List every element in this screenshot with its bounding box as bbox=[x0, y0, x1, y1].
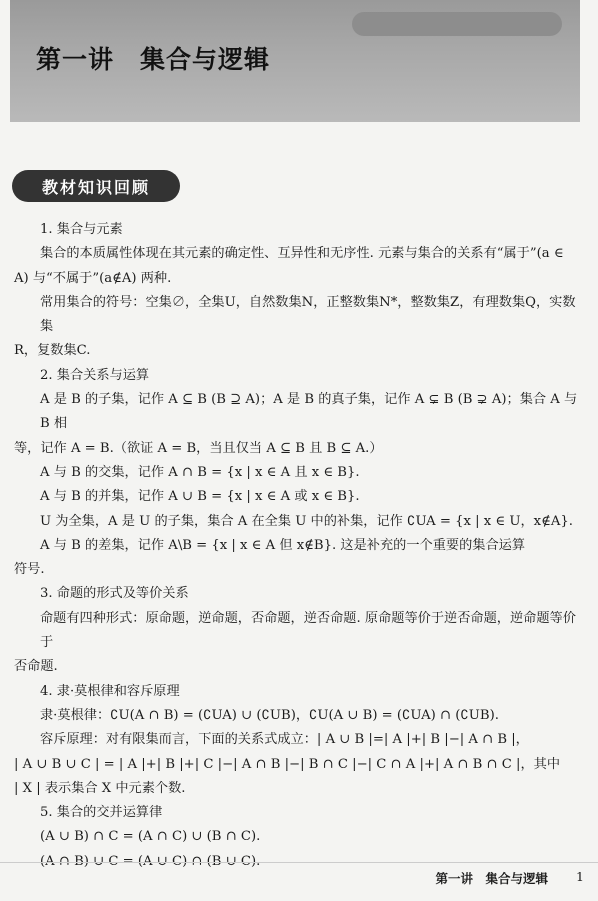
text-line: 常用集合的符号：空集∅，全集U，自然数集N，正整数集N*，整数集Z，有理数集Q，实数集 bbox=[40, 294, 576, 335]
text-line: 1. 集合与元素 bbox=[40, 222, 123, 237]
header-tag bbox=[352, 12, 562, 36]
text-line: A 是 B 的子集，记作 A ⊆ B (B ⊇ A)；A 是 B 的真子集，记作 A ⊊ B (B ⊋ A)；集合 A 与 B 相 bbox=[40, 392, 578, 432]
page-footer bbox=[0, 862, 598, 891]
text-line: 等，记作 A = B.（欲证 A = B，当且仅当 A ⊆ B 且 B ⊆ A.） bbox=[14, 440, 383, 456]
text-line: | X | 表示集合 X 中元素个数. bbox=[14, 780, 186, 796]
footer-title: 第一讲 集合与逻辑 bbox=[435, 871, 548, 886]
page-number: 1 bbox=[576, 869, 584, 884]
chapter-title: 第一讲 集合与逻辑 bbox=[36, 45, 271, 74]
text-line: U 为全集，A 是 U 的子集，集合 A 在全集 U 中的补集，记作 ∁UA = {x | x ∈ U，x∉A}. bbox=[40, 513, 573, 529]
text-line: 容斥原理：对有限集而言，下面的关系式成立：| A ∪ B |=| A |+| B |−| A ∩ B |， bbox=[40, 732, 529, 748]
body-text bbox=[14, 218, 580, 874]
text-line: 否命题. bbox=[14, 659, 58, 675]
text-line: 2. 集合关系与运算 bbox=[40, 367, 150, 383]
section-badge bbox=[12, 170, 180, 202]
text-line: A 与 B 的交集，记作 A ∩ B = {x | x ∈ A 且 x ∈ B}. bbox=[40, 464, 360, 480]
text-line: 符号. bbox=[14, 562, 45, 578]
text-line: A) 与“不属于”(a∉A) 两种. bbox=[14, 270, 172, 286]
text-line: 3. 命题的形式及等价关系 bbox=[40, 586, 189, 602]
text-line: | A ∪ B ∪ C | = | A |+| B |+| C |−| A ∩ B |−| B ∩ C |−| C ∩ A |+| A ∩ B ∩ C |，其中 bbox=[14, 756, 561, 772]
text-line: 集合的本质属性体现在其元素的确定性、互异性和无序性. 元素与集合的关系有“属于”(a ∈ bbox=[40, 246, 564, 262]
text-line: 5. 集合的交并运算律 bbox=[40, 805, 163, 821]
text-line: (A ∩ B) ∪ C = (A ∪ C) ∩ (B ∪ C). bbox=[40, 853, 261, 869]
text-line: A 与 B 的差集，记作 A\B = {x | x ∈ A 但 x∉B}. 这是补充的一个重要的集合运算 bbox=[40, 537, 526, 553]
section-title: 教材知识回顾 bbox=[41, 177, 150, 197]
text-line: A 与 B 的并集，记作 A ∪ B = {x | x ∈ A 或 x ∈ B}. bbox=[40, 489, 360, 505]
text-line: R，复数集C. bbox=[14, 343, 91, 359]
text-line: 4. 隶·莫根律和容斥原理 bbox=[40, 683, 180, 699]
text-line: 命题有四种形式：原命题，逆命题，否命题，逆否命题. 原命题等价于逆否命题，逆命题等价于 bbox=[40, 610, 576, 651]
text-line: 隶·莫根律：∁U(A ∩ B) = (∁UA) ∪ (∁UB)，∁U(A ∪ B) = (∁UA) ∩ (∁UB). bbox=[40, 707, 499, 723]
text-line: (A ∪ B) ∩ C = (A ∩ C) ∪ (B ∩ C). bbox=[40, 829, 261, 845]
